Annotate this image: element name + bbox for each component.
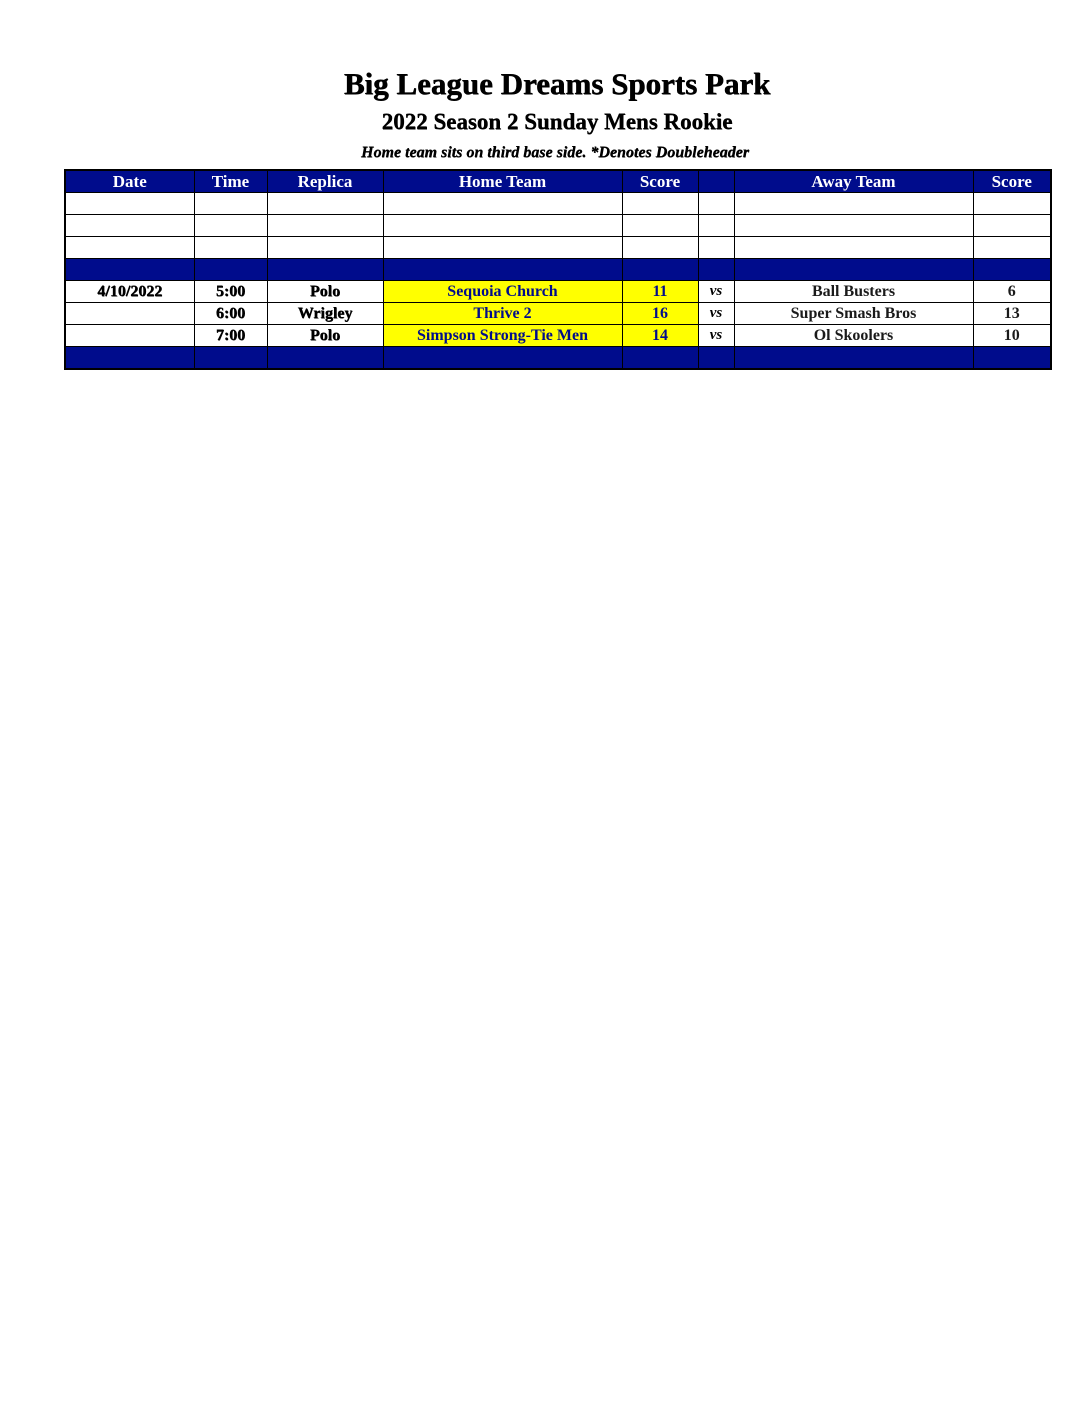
vs-label: vs: [698, 281, 734, 303]
game-date: [65, 303, 194, 325]
column-header-home-team: Home Team: [383, 170, 622, 193]
home-score: 16: [622, 303, 698, 325]
game-time: 7:00: [194, 325, 267, 347]
home-team: Sequoia Church: [383, 281, 622, 303]
game-row: [65, 303, 1051, 325]
vs-label: vs: [698, 303, 734, 325]
home-score: 11: [622, 281, 698, 303]
schedule-note: Home team sits on third base side. *Denotes Doubleheader: [361, 144, 749, 161]
page-title: Big League Dreams Sports Park: [343, 66, 771, 101]
home-score: 14: [622, 325, 698, 347]
away-score: 6: [973, 281, 1051, 303]
season-subtitle: 2022 Season 2 Sunday Mens Rookie: [381, 109, 733, 134]
vs-label: vs: [698, 325, 734, 347]
game-field: Polo: [267, 281, 383, 303]
away-team: Ol Skoolers: [734, 325, 973, 347]
table-header-row: [65, 170, 1051, 193]
column-header-replica: Replica: [267, 170, 383, 193]
game-field: Wrigley: [267, 303, 383, 325]
column-header-away-score: Score: [973, 170, 1051, 193]
game-field: Polo: [267, 325, 383, 347]
game-time: 5:00: [194, 281, 267, 303]
away-score: 10: [973, 325, 1051, 347]
game-row: [65, 281, 1051, 303]
empty-row: [65, 193, 1051, 215]
empty-row: [65, 237, 1051, 259]
away-score: 13: [973, 303, 1051, 325]
game-date: 4/10/2022: [65, 281, 194, 303]
separator-row: [65, 347, 1051, 370]
game-row: [65, 325, 1051, 347]
away-team: Super Smash Bros: [734, 303, 973, 325]
empty-row: [65, 215, 1051, 237]
separator-row: [65, 259, 1051, 281]
column-header-vs: [698, 170, 734, 193]
game-date: [65, 325, 194, 347]
column-header-date: Date: [65, 170, 194, 193]
home-team: Simpson Strong-Tie Men: [383, 325, 622, 347]
column-header-away-team: Away Team: [734, 170, 973, 193]
game-time: 6:00: [194, 303, 267, 325]
schedule-table: [64, 169, 1052, 370]
column-header-home-score: Score: [622, 170, 698, 193]
away-team: Ball Busters: [734, 281, 973, 303]
column-header-time: Time: [194, 170, 267, 193]
home-team: Thrive 2: [383, 303, 622, 325]
